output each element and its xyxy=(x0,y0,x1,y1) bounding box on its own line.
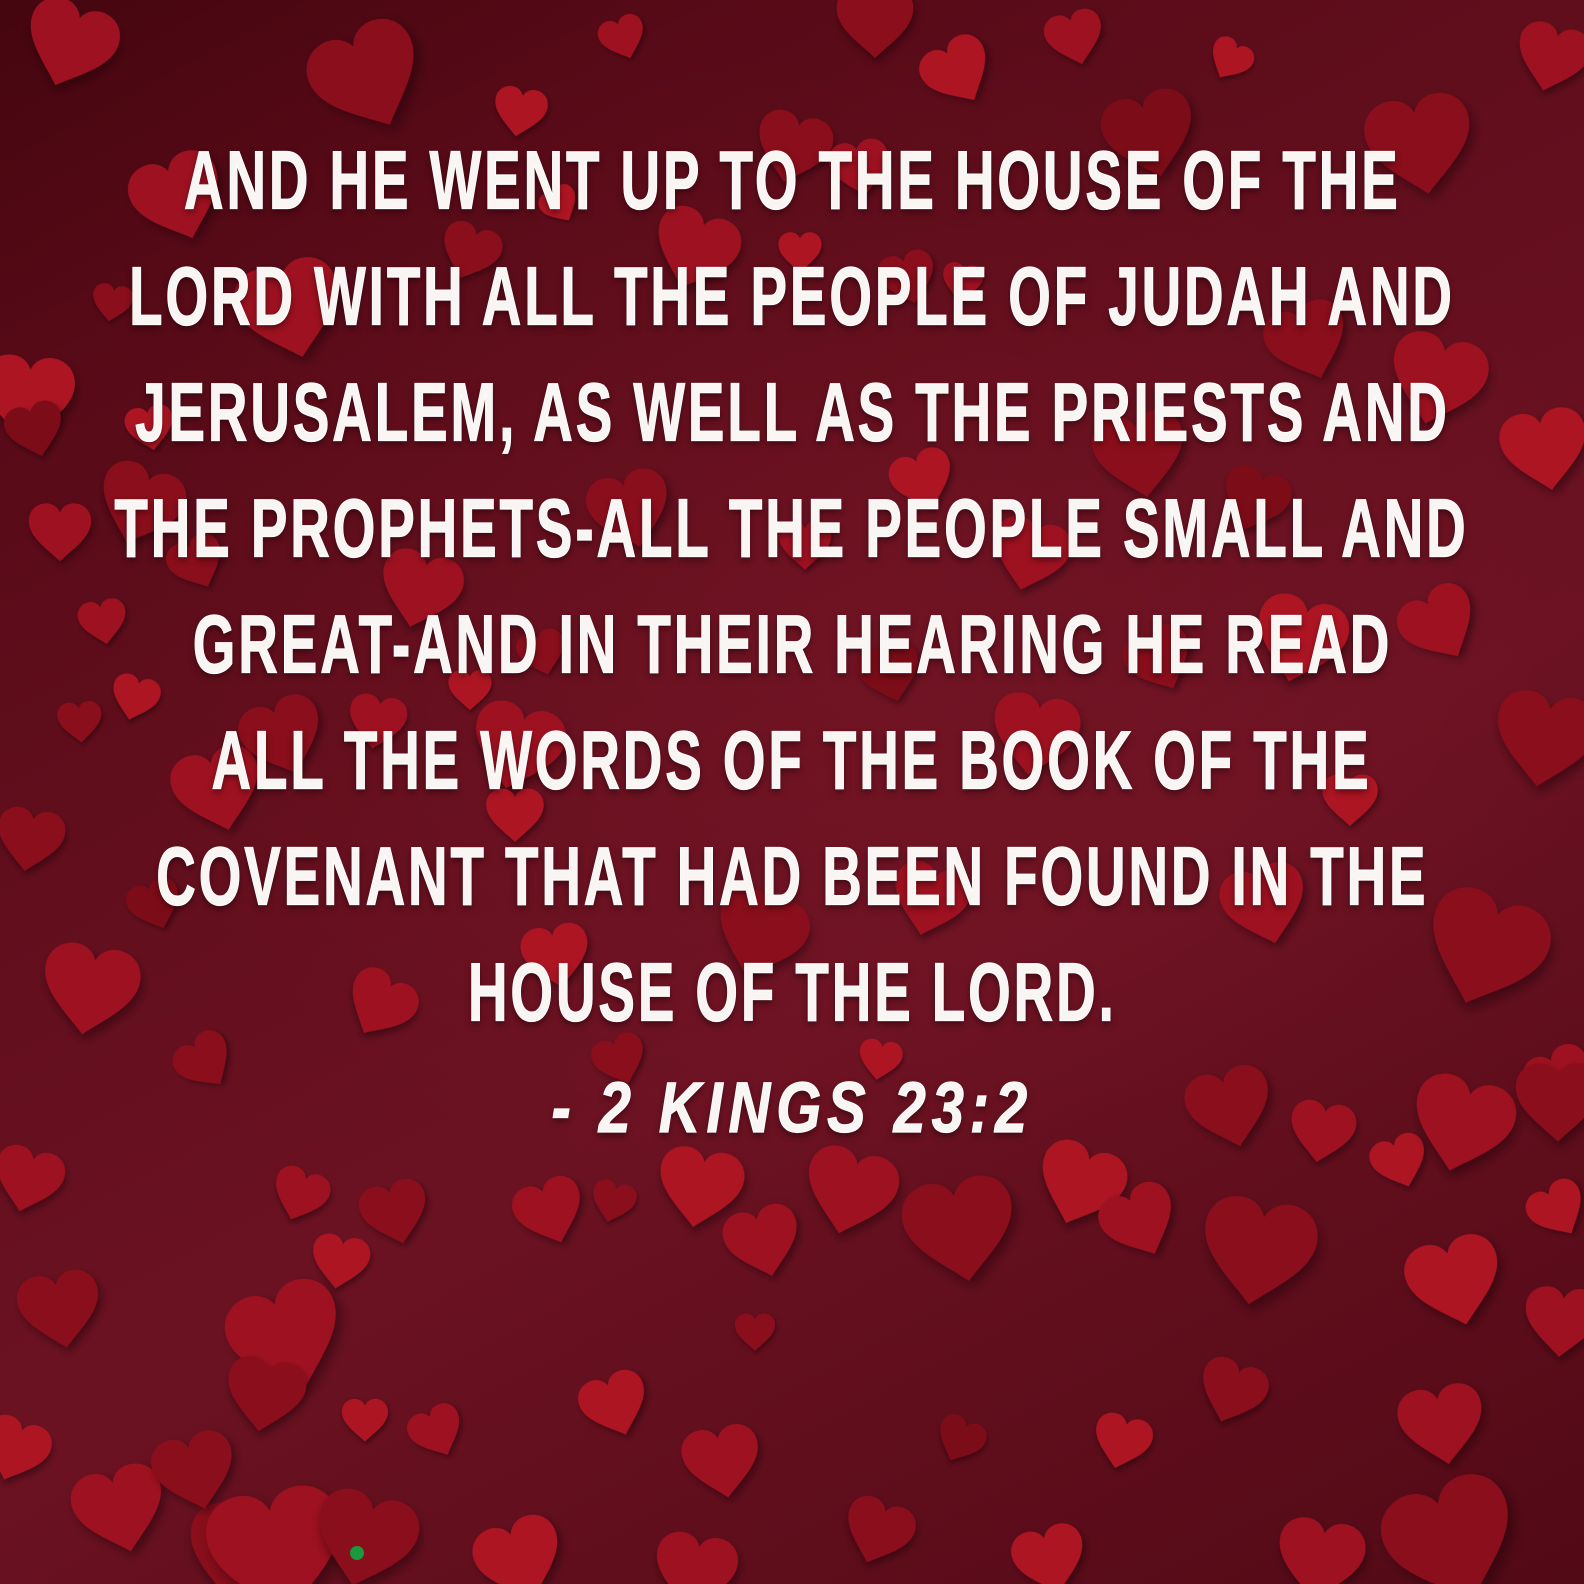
verse-line xyxy=(0,122,1584,238)
verse-line xyxy=(0,934,1584,1050)
verse-line-text: LORD WITH ALL THE PEOPLE OF JUDAH AND xyxy=(129,249,1455,343)
verse-line xyxy=(0,470,1584,586)
verse-reference-text: - 2 KINGS 23:2 xyxy=(551,1068,1033,1148)
verse-reference xyxy=(0,1050,1584,1166)
verse-line xyxy=(0,238,1584,354)
verse-line xyxy=(0,818,1584,934)
verse-line-text: COVENANT THAT HAD BEEN FOUND IN THE xyxy=(155,829,1429,923)
verse-text-block xyxy=(0,122,1584,1166)
verse-line-text: HOUSE OF THE LORD. xyxy=(467,945,1117,1039)
verse-line-text: ALL THE WORDS OF THE BOOK OF THE xyxy=(211,713,1373,807)
green-dot xyxy=(350,1546,364,1560)
verse-line-text: AND HE WENT UP TO THE HOUSE OF THE xyxy=(183,133,1401,227)
verse-line xyxy=(0,586,1584,702)
verse-line xyxy=(0,354,1584,470)
verse-line-text: THE PROPHETS-ALL THE PEOPLE SMALL AND xyxy=(114,481,1470,575)
verse-line-text: GREAT-AND IN THEIR HEARING HE READ xyxy=(192,597,1392,691)
verse-line-text: JERUSALEM, AS WELL AS THE PRIESTS AND xyxy=(134,365,1450,459)
verse-line xyxy=(0,702,1584,818)
